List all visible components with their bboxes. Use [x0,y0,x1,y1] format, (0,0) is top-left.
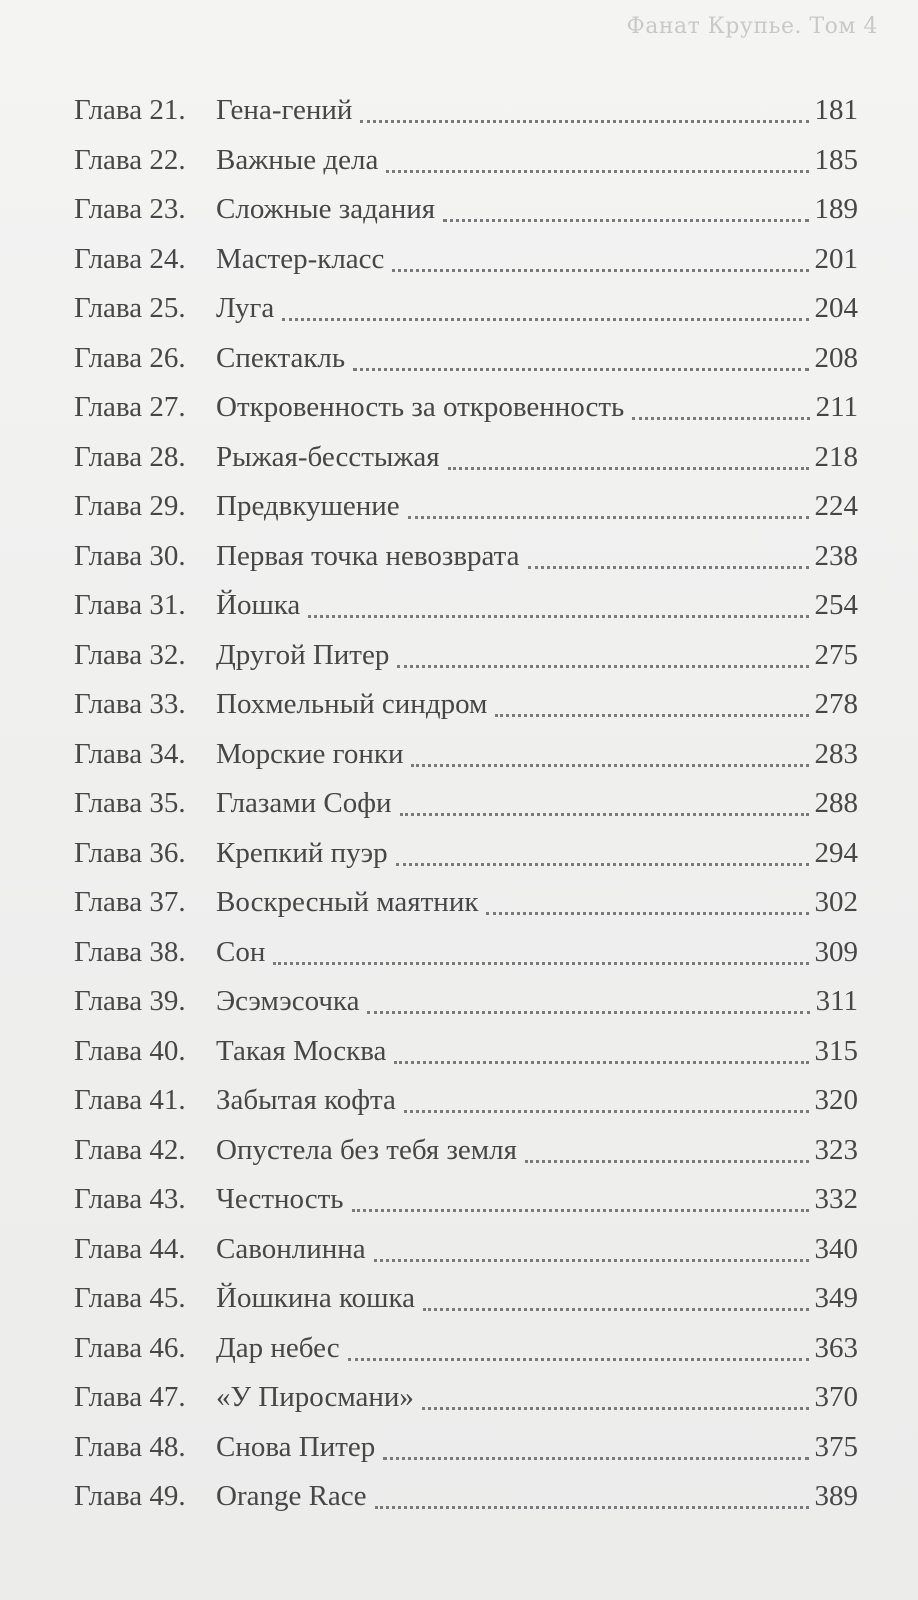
chapter-number: Глава 25. [74,292,186,324]
chapter-title: Мастер-класс [216,242,385,275]
toc-entry [74,1423,858,1473]
toc-entry [74,86,858,136]
page-number: 283 [814,737,858,770]
chapter-number: Глава 43. [74,1183,186,1215]
chapter-number: Глава 35. [74,787,186,819]
chapter-number: Глава 30. [74,539,186,572]
chapter-title: Глазами Софи [216,787,392,819]
dot-leader [386,170,808,173]
dot-leader [375,1506,809,1509]
dot-leader [397,665,808,668]
page-number: 278 [814,688,858,720]
chapter-title: Такая Москва [216,1034,387,1067]
dot-leader [423,1308,809,1311]
chapter-number: Глава 38. [74,935,186,968]
chapter-number: Глава 26. [74,341,186,374]
toc-entry [74,779,858,829]
toc-entry [74,680,858,730]
toc-entry [74,1373,858,1423]
toc-entry [74,482,858,532]
page-number: 294 [814,836,858,869]
dot-leader [392,269,808,272]
dot-leader [282,318,808,321]
page-number: 332 [814,1183,858,1215]
dot-leader [400,813,809,816]
chapter-title: Опустела без тебя земля [216,1133,517,1166]
chapter-number: Глава 27. [74,391,186,423]
chapter-title: Савонлинна [216,1232,366,1265]
toc-entry [74,878,858,928]
toc-entry [74,1472,858,1522]
dot-leader [525,1160,809,1163]
page-number: 275 [814,638,858,671]
chapter-title: Забытая кофта [216,1084,396,1116]
dot-leader [273,962,808,965]
page-number: 375 [814,1430,858,1463]
toc-entry [74,829,858,879]
chapter-number: Глава 22. [74,143,186,176]
chapter-number: Глава 31. [74,589,186,621]
chapter-title: Orange Race [216,1480,367,1512]
page-number: 211 [815,391,858,423]
dot-leader [352,1209,809,1212]
chapter-title: Морские гонки [216,737,404,770]
chapter-title: Гена-гений [216,94,353,126]
toc-entry [74,1175,858,1225]
dot-leader [367,1011,809,1014]
toc-entry [74,631,858,681]
page-number: 185 [814,143,858,176]
chapter-title: Луга [216,292,275,324]
toc-entry [74,136,858,186]
page-number: 238 [814,539,858,572]
chapter-number: Глава 33. [74,688,186,720]
page-number: 208 [814,341,858,374]
page-number: 320 [814,1084,858,1116]
dot-leader [495,714,808,717]
dot-leader [404,1110,809,1113]
toc-entry [74,185,858,235]
chapter-number: Глава 45. [74,1282,186,1314]
toc-entry [74,532,858,582]
page-number: 181 [814,94,858,126]
chapter-title: Похмельный синдром [216,688,488,720]
toc-entry [74,1027,858,1077]
page-number: 315 [814,1034,858,1067]
dot-leader [383,1457,808,1460]
chapter-title: Предвкушение [216,490,400,522]
page-number: 224 [814,490,858,522]
dot-leader [360,120,808,123]
toc-entry [74,730,858,780]
page-number: 389 [814,1480,858,1512]
chapter-number: Глава 39. [74,985,186,1017]
chapter-number: Глава 47. [74,1381,186,1413]
dot-leader [411,764,808,767]
dot-leader [408,516,809,519]
page-number: 349 [814,1282,858,1314]
page-number: 189 [814,193,858,225]
chapter-number: Глава 44. [74,1232,186,1265]
toc-entry [74,928,858,978]
chapter-number: Глава 36. [74,836,186,869]
chapter-number: Глава 42. [74,1133,186,1166]
chapter-number: Глава 37. [74,886,186,918]
toc-entry [74,235,858,285]
dot-leader [448,467,809,470]
page-number: 309 [814,935,858,968]
dot-leader [422,1407,809,1410]
chapter-title: Эсэмэсочка [216,985,360,1017]
chapter-title: Сон [216,935,266,968]
dot-leader [374,1259,809,1262]
chapter-number: Глава 24. [74,242,186,275]
page-number: 370 [814,1381,858,1413]
chapter-number: Глава 34. [74,737,186,770]
chapter-title: Первая точка невозврата [216,539,520,572]
chapter-title: Воскресный маятник [216,886,479,918]
page-number: 254 [814,589,858,621]
chapter-number: Глава 46. [74,1331,186,1364]
toc-entry [74,383,858,433]
chapter-number: Глава 28. [74,440,186,473]
chapter-title: Честность [216,1183,344,1215]
toc-entry [74,1324,858,1374]
chapter-title: Снова Питер [216,1430,376,1463]
toc-entry [74,1076,858,1126]
page-number: 201 [814,242,858,275]
chapter-title: Сложные задания [216,193,436,225]
chapter-number: Глава 41. [74,1084,186,1116]
chapter-title: Крепкий пуэр [216,836,388,869]
toc-entry [74,977,858,1027]
chapter-title: Важные дела [216,143,379,176]
page-number: 288 [814,787,858,819]
dot-leader [353,368,808,371]
chapter-title: «У Пиросмани» [216,1381,414,1413]
dot-leader [528,566,809,569]
page-number: 363 [814,1331,858,1364]
toc-entry [74,284,858,334]
chapter-number: Глава 48. [74,1430,186,1463]
chapter-title: Спектакль [216,341,346,374]
chapter-title: Йошкина кошка [216,1282,415,1314]
chapter-number: Глава 21. [74,94,186,126]
chapter-number: Глава 32. [74,638,186,671]
toc-entry [74,581,858,631]
chapter-title: Йошка [216,589,301,621]
toc-entry [74,1126,858,1176]
dot-leader [348,1358,809,1361]
page-number: 311 [815,985,858,1017]
chapter-number: Глава 29. [74,490,186,522]
toc-entry [74,334,858,384]
page-number: 340 [814,1232,858,1265]
chapter-number: Глава 40. [74,1034,186,1067]
chapter-title: Рыжая-бесстыжая [216,440,440,473]
chapter-number: Глава 23. [74,193,186,225]
running-head: Фанат Крупье. Том 4 [626,14,878,39]
dot-leader [308,615,808,618]
table-of-contents [74,86,858,1522]
chapter-title: Дар небес [216,1331,340,1364]
chapter-title: Другой Питер [216,638,390,671]
dot-leader [486,912,808,915]
chapter-number: Глава 49. [74,1480,186,1512]
page-number: 204 [814,292,858,324]
toc-entry [74,1274,858,1324]
dot-leader [396,863,809,866]
page-number: 218 [814,440,858,473]
page-number: 323 [814,1133,858,1166]
toc-entry [74,1225,858,1275]
toc-entry [74,433,858,483]
dot-leader [632,417,809,420]
chapter-title: Откровенность за откровенность [216,391,625,423]
dot-leader [394,1061,808,1064]
page-number: 302 [814,886,858,918]
dot-leader [443,219,808,222]
